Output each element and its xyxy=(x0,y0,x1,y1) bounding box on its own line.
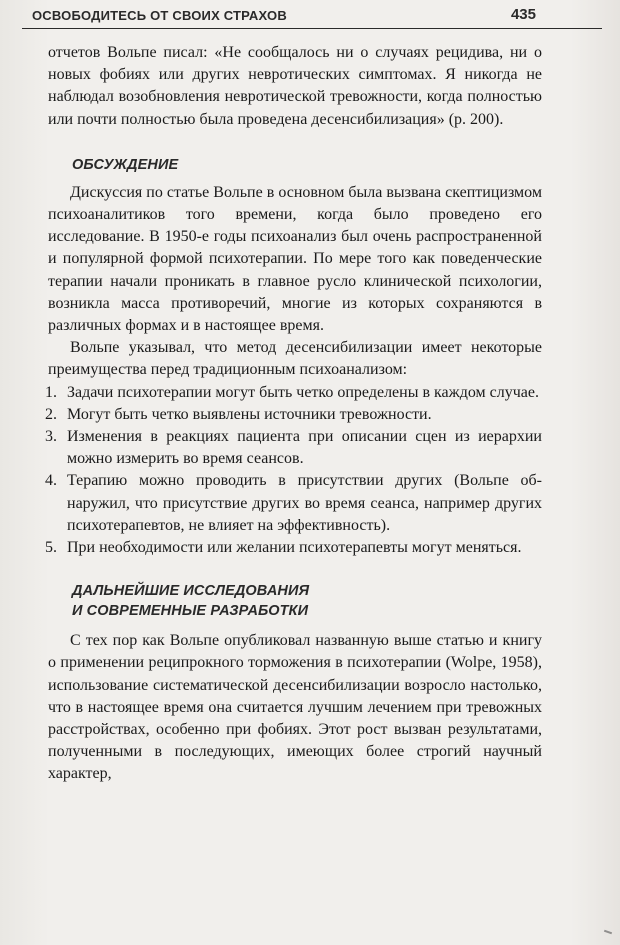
list-item-number: 2. xyxy=(45,405,57,423)
list-item xyxy=(45,537,542,559)
intro-paragraph: отчетов Вольпе писал: «Не сообщалось ни о случаях рецидива, ни о новых фобиях или других невротических симптомах. Я никогда не наблюдал возобновления невротической тревожности, когда полностью или почти полностью была проведена десенсибилизация» (p. 200). xyxy=(48,44,542,128)
list-item-number: 3. xyxy=(45,428,57,446)
further-research-paragraph: С тех пор как Вольпе опубликовал названную выше статью и книгу о применении реципрокного торможения в психотерапии (Wolpe, 1958), использование систематической десенсибилизации возросло настолько, что в настоящее время она считается лучшим лечением при тревожных расстройствах, особенно при фобиях. Этот рост вызван результатами, полученными в последующих, имеющих более строгий научный характер, xyxy=(48,632,542,783)
discussion-heading: ОБСУЖДЕНИЕ xyxy=(72,156,179,173)
list-item xyxy=(45,382,542,404)
list-item-text: При необходимости или желании психотерапевты могут меняться. xyxy=(67,539,522,557)
discussion-paragraph-2: Вольпе указывал, что метод десенсибилизации имеет некоторые преимущества перед традиционным психоанализом: xyxy=(48,339,542,379)
further-research-heading-line-2: И СОВРЕМЕННЫЕ РАЗРАБОТКИ xyxy=(72,603,309,620)
list-item xyxy=(45,470,542,537)
further-research-heading-line-1: ДАЛЬНЕЙШИЕ ИССЛЕДОВАНИЯ xyxy=(72,583,310,600)
list-item xyxy=(45,404,542,426)
running-header xyxy=(22,6,602,29)
list-item-number: 1. xyxy=(45,383,57,401)
advantages-list xyxy=(45,382,542,560)
list-item-text: Задачи психотерапии могут быть четко определены в каждом случае. xyxy=(67,383,539,401)
discussion-paragraph-1: Дискуссия по статье Вольпе в основном была вызвана скептицизмом психоаналитиков того времени, когда было проведено его исследование. В 1950-е годы психоанализ был очень распространенной и популярной формой психотерапии. По мере того как поведенческие терапии начали проникать в главное русло клинической психологии, возникла масса противоречий, многие из которых сохраняются в различных формах и в настоящее время. xyxy=(48,183,542,335)
list-item-number: 4. xyxy=(45,472,57,490)
list-item-number: 5. xyxy=(45,539,57,557)
list-item-text: Изменения в реакциях пациента при описании сцен из иерархии можно измерить во время сеансов. xyxy=(67,428,542,468)
page-corner-mark xyxy=(604,930,612,935)
further-research-heading xyxy=(48,581,542,621)
running-title: ОСВОБОДИТЕСЬ ОТ СВОИХ СТРАХОВ xyxy=(32,8,287,23)
list-item xyxy=(45,426,542,470)
page-number: 435 xyxy=(510,6,536,23)
body-text xyxy=(45,42,542,786)
list-item-text: Терапию можно проводить в присутствии других (Вольпе обнаружил, что присутствие других во время сеанса, например других психотерапевтов, не влияет на эффективность). xyxy=(67,472,542,534)
list-item-text: Могут быть четко выявлены источники тревожности. xyxy=(67,405,432,423)
